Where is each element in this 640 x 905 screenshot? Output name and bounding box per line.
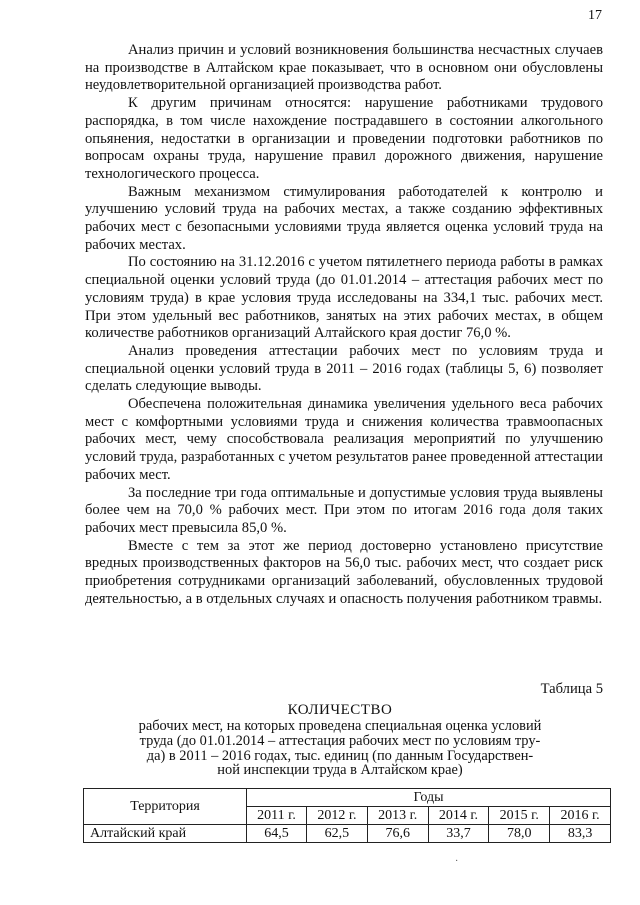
header-territory: Территория <box>84 789 247 825</box>
paragraph: Анализ причин и условий возникновения большинства несчастных случаев на производстве в Алтайском крае показывает, что в основном они обусловлены неудовлетворительной организацией производства работ. <box>85 42 603 94</box>
table-row <box>84 825 611 843</box>
caption-line: рабочих мест, на которых проведена специальная оценка условий <box>138 718 542 734</box>
cell-value: 33,7 <box>428 825 489 843</box>
table-header-row <box>84 789 611 807</box>
cell-value: 83,3 <box>550 825 611 843</box>
page-number: 17 <box>588 8 602 23</box>
cell-value: 62,5 <box>307 825 368 843</box>
caption-line: ной инспекции труда в Алтайском крае) <box>217 762 463 779</box>
header-year: 2012 г. <box>307 807 368 825</box>
header-year: 2011 г. <box>247 807 307 825</box>
paragraph: За последние три года оптимальные и допустимые условия труда выявлены более чем на 70,0 % рабочих мест. При этом по итогам 2016 года доля таких рабочих мест превысила 85,0 %. <box>85 484 603 536</box>
cell-value: 78,0 <box>489 825 550 843</box>
body-text <box>85 42 603 609</box>
caption-line: труда (до 01.01.2014 – аттестация рабочих мест по условиям тру- <box>139 732 541 749</box>
cell-value: 64,5 <box>247 825 307 843</box>
header-year: 2016 г. <box>550 807 611 825</box>
table-caption-subtitle <box>110 719 570 778</box>
paragraph: По состоянию на 31.12.2016 с учетом пятилетнего периода работы в рамках специальной оценки условий труда (до 01.01.2014 – аттестация рабочих мест по условиям труда) в крае условия труда исследованы на 334,1 тыс. рабочих мест. При этом удельный вес работников, занятых на этих рабочих местах, в общем количестве работников организаций Алтайского края достиг 76,0 %. <box>85 254 603 342</box>
header-years-group: Годы <box>247 789 611 807</box>
header-year: 2015 г. <box>489 807 550 825</box>
table-label: Таблица 5 <box>540 681 603 697</box>
cell-value: 76,6 <box>367 825 428 843</box>
paragraph: К другим причинам относятся: нарушение работниками трудового распорядка, в том числе нахождение пострадавшего в состоянии алкогольного опьянения, недостатки в организации и проведении подготовки работников по вопросам охраны труда, нарушение правил дорожного движения, нарушение технологического процесса. <box>85 95 603 182</box>
paragraph: Анализ проведения аттестации рабочих мест по условиям труда и специальной оценки условий труда в 2011 – 2016 годах (таблицы 5, 6) позволяет сделать следующие выводы. <box>85 342 603 395</box>
caption-line: да) в 2011 – 2016 годах, тыс. единиц (по данным Государствен- <box>146 747 534 764</box>
header-year: 2014 г. <box>428 807 489 825</box>
table-caption-title: КОЛИЧЕСТВО <box>287 702 393 718</box>
table-caption <box>110 702 570 778</box>
header-year: 2013 г. <box>367 807 428 825</box>
paragraph: Вместе с тем за этот же период достоверно установлено присутствие вредных производственных факторов на 56,0 тыс. рабочих мест, что создает риск приобретения сотрудниками организаций заболеваний, обусловленных трудовой деятельностью, а в отдельных случаях и опасность получения работником травмы. <box>85 537 603 607</box>
cell-territory: Алтайский край <box>84 825 247 843</box>
data-table <box>83 788 611 843</box>
scan-speck: · <box>455 856 459 867</box>
paragraph: Обеспечена положительная динамика увеличения удельного веса рабочих мест с комфортными условиями труда и снижения количества травмоопасных рабочих мест, чему способствовала реализация мероприятий по улучшению условий труда, разработанных с учетом результатов ранее проведенной аттестации рабочих мест. <box>85 396 603 483</box>
paragraph: Важным механизмом стимулирования работодателей к контролю и улучшению условий труда на рабочих местах, а также созданию эффективных рабочих мест с безопасными условиями труда является оценка условий труда на рабочих местах. <box>85 183 603 253</box>
